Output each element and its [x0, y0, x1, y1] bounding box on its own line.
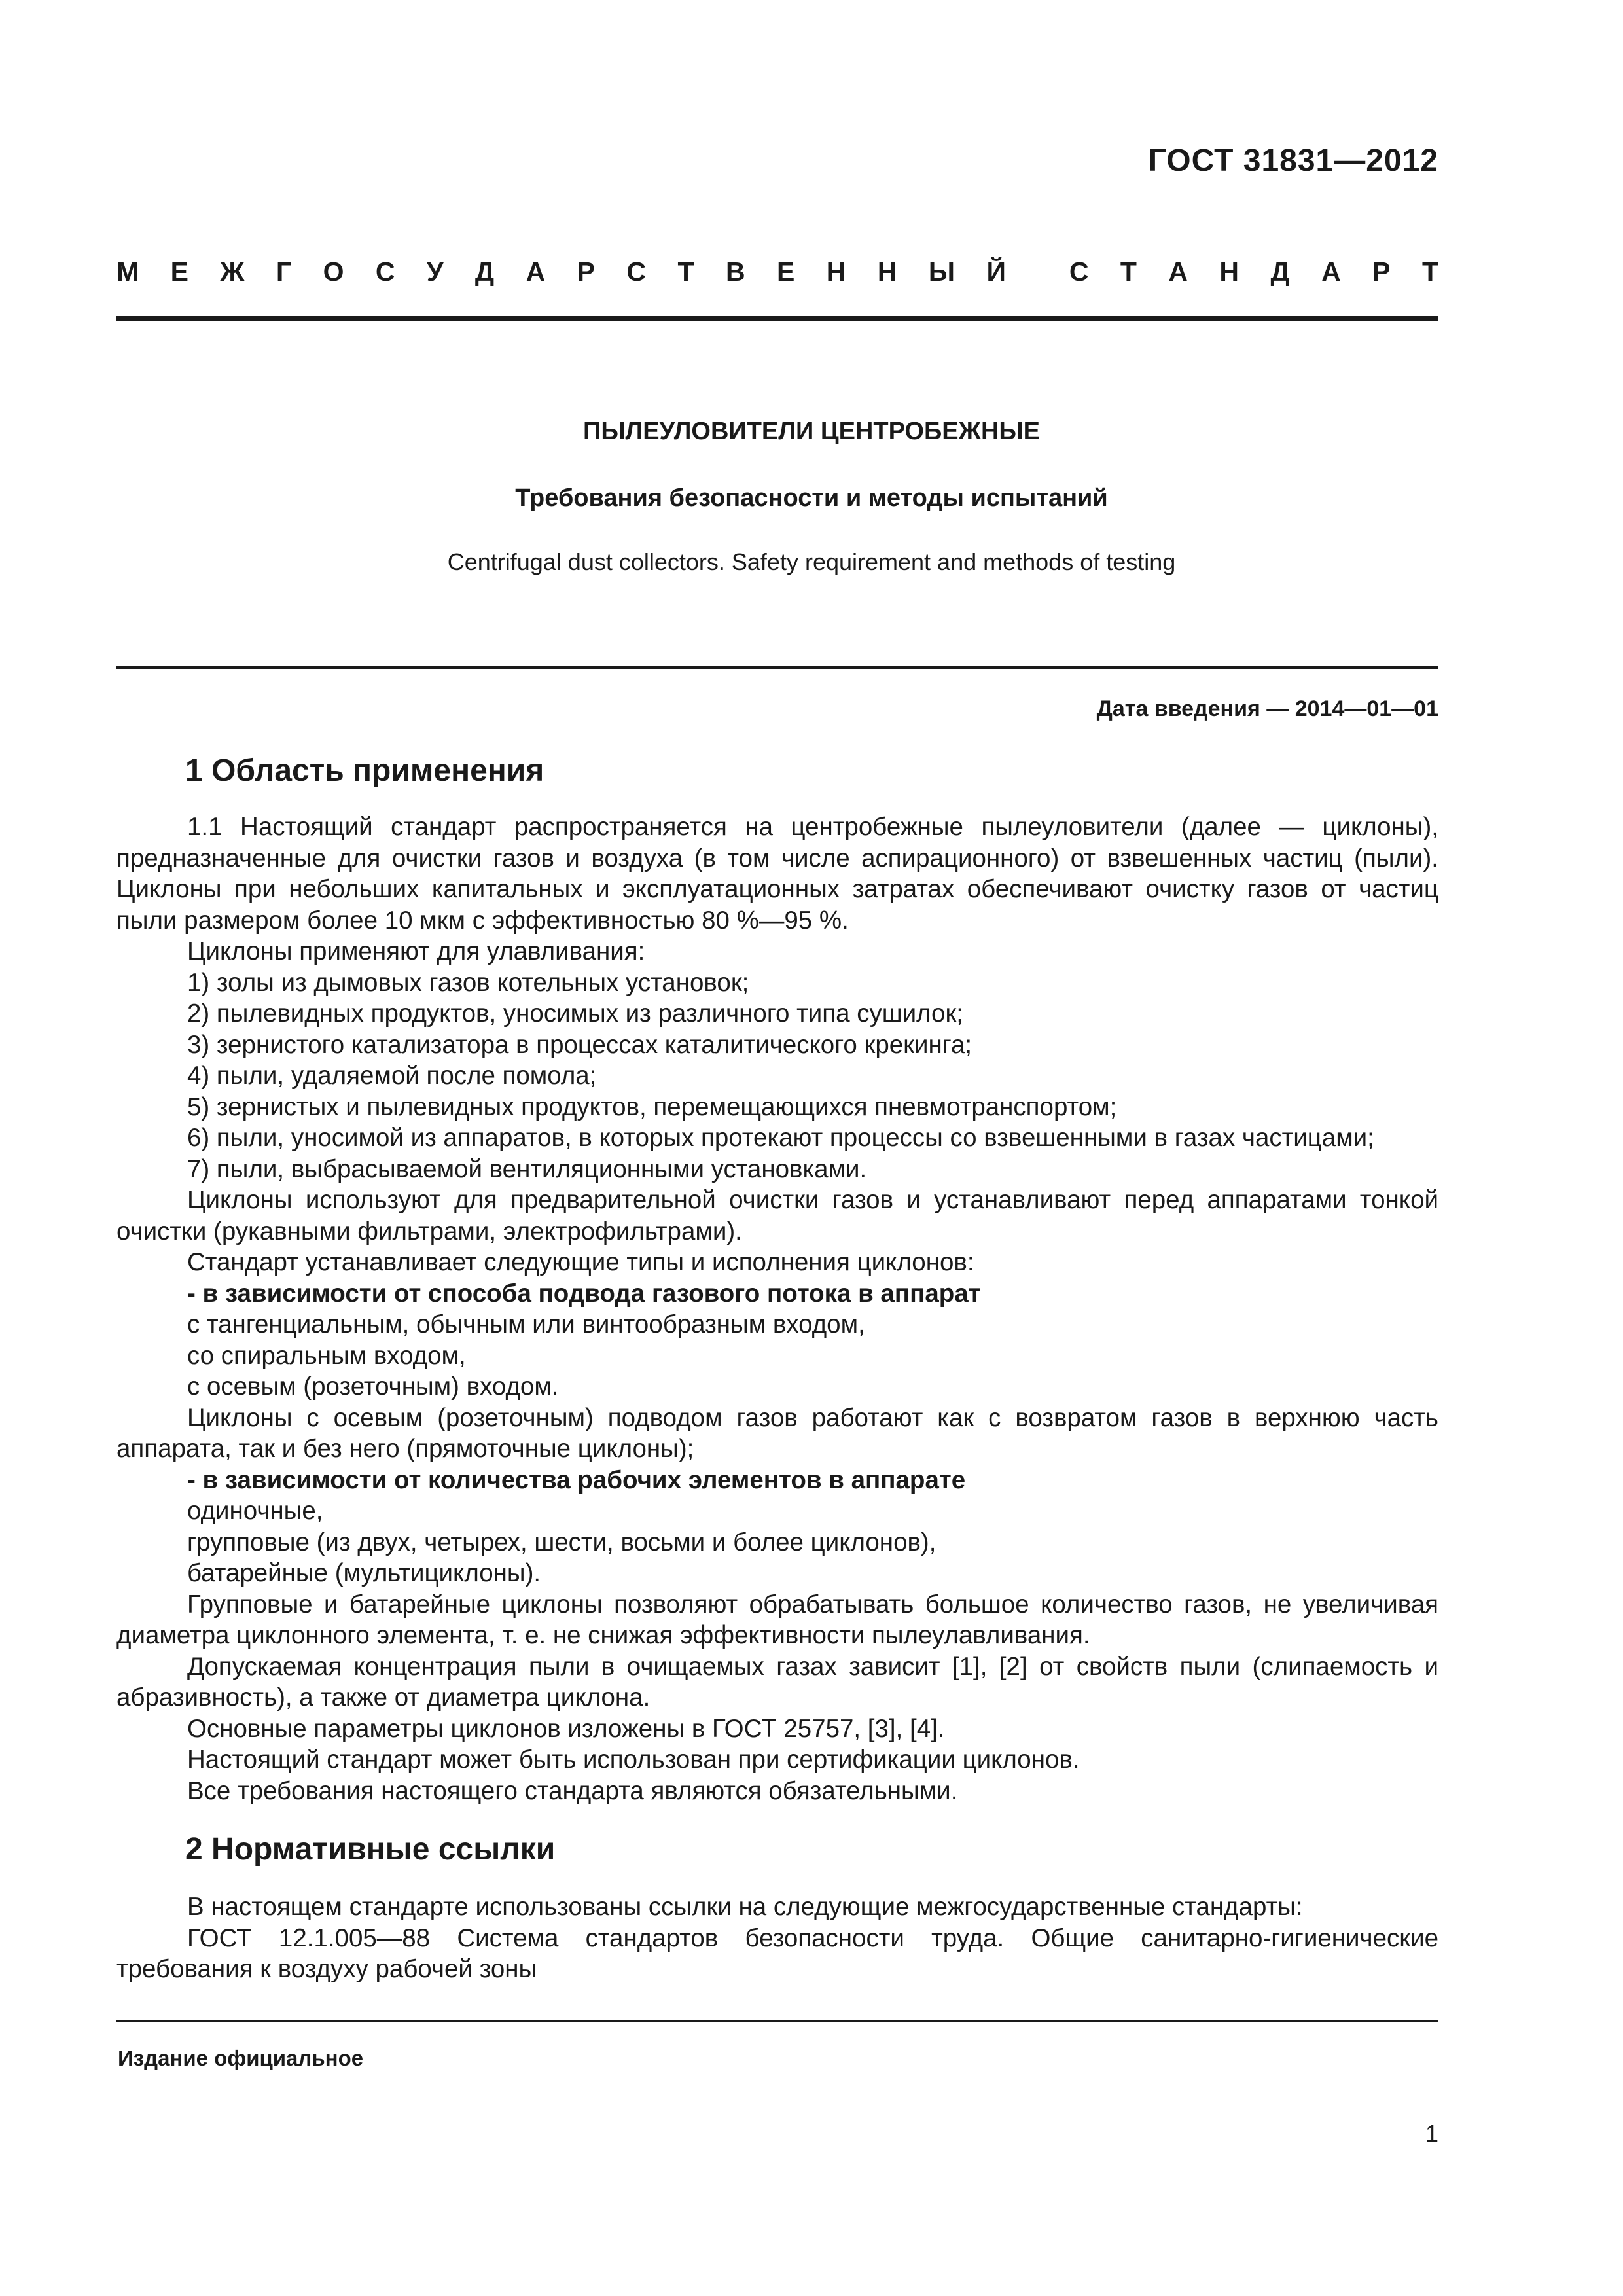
list-item: со спиральным входом, [187, 1341, 466, 1370]
list-item: одиночные, [187, 1497, 323, 1525]
list-item: батарейные (мультициклоны). [187, 1559, 541, 1587]
paragraph: Циклоны применяют для улавливания: [187, 937, 645, 965]
section-1-body [116, 812, 1438, 1806]
list-item: с тангенциальным, обычным или винтообразным входом, [187, 1310, 865, 1338]
paragraph: В настоящем стандарте использованы ссылки на следующие межгосударственные стандарты: [187, 1893, 1303, 1921]
list-item: с осевым (розеточным) входом. [187, 1372, 559, 1401]
list-item: групповые (из двух, четырех, шести, восьми и более циклонов), [187, 1528, 936, 1556]
paragraph: Все требования настоящего стандарта являются обязательными. [187, 1776, 958, 1805]
footer-divider [116, 2020, 1438, 2022]
paragraph: Настоящий стандарт может быть использован при сертификации циклонов. [187, 1746, 1080, 1774]
document-number: ГОСТ 31831—2012 [1148, 143, 1438, 178]
list-item: 4) пыли, удаляемой после помола; [187, 1062, 597, 1090]
section-2-body [116, 1892, 1438, 1985]
classification-heading: - в зависимости от количества рабочих элементов в аппарате [187, 1465, 966, 1494]
paragraph: Допускаемая концентрация пыли в очищаемых газах зависит [1], [2] от свойств пыли (слипаемость и абразивность), а также от диаметра циклона. [116, 1652, 1438, 1712]
paragraph: Циклоны с осевым (розеточным) подводом газов работают как с возвратом газов в верхнюю часть аппарата, так и без него (прямоточные циклоны); [116, 1403, 1438, 1463]
standard-type-heading: М Е Ж Г О С У Д А Р С Т В Е Н Н Ы Й С Т А Н Д А Р Т [116, 257, 1438, 287]
section-2-heading: 2 Нормативные ссылки [185, 1832, 556, 1867]
list-item: 5) зернистых и пылевидных продуктов, перемещающихся пневмотранспортом; [187, 1092, 1117, 1121]
introduction-date: Дата введения — 2014—01—01 [1096, 696, 1438, 721]
document-subtitle: Требования безопасности и методы испытаний [515, 484, 1108, 512]
official-edition-label: Издание официальное [118, 2046, 364, 2070]
list-item: 7) пыли, выбрасываемой вентиляционными установками. [187, 1155, 867, 1183]
top-divider [116, 316, 1438, 321]
paragraph: Циклоны используют для предварительной очистки газов и устанавливают перед аппаратами тонкой очистки (рукавными фильтрами, электрофильтрами). [116, 1186, 1438, 1246]
section-1-heading: 1 Область применения [185, 753, 544, 788]
paragraph: ГОСТ 12.1.005—88 Система стандартов безопасности труда. Общие санитарно-гигиенические требования к воздуху рабочей зоны [116, 1924, 1438, 1983]
paragraph: 1.1 Настоящий стандарт распространяется на центробежные пылеуловители (далее — циклоны), предназначенные для очистки газов и воздуха (в том числе аспирационного) от взвешенных частиц (пыли). Циклоны при небольших капитальных и эксплуатационных затратах обеспечивают очистку газов от частиц пыли размером более 10 мкм с эффективностью 80 %—95 %. [116, 813, 1438, 935]
list-item: 3) зернистого катализатора в процессах каталитического крекинга; [187, 1030, 972, 1059]
classification-heading: - в зависимости от способа подвода газового потока в аппарат [187, 1279, 981, 1308]
paragraph: Стандарт устанавливает следующие типы и исполнения циклонов: [187, 1248, 974, 1276]
page-number: 1 [1425, 2120, 1438, 2147]
paragraph: Групповые и батарейные циклоны позволяют обрабатывать большое количество газов, не увеличивая диаметра циклонного элемента, т. е. не снижая эффективности пылеулавливания. [116, 1590, 1438, 1649]
paragraph: Основные параметры циклонов изложены в ГОСТ 25757, [3], [4]. [187, 1714, 945, 1743]
list-item: 1) золы из дымовых газов котельных установок; [187, 968, 749, 997]
document-title: ПЫЛЕУЛОВИТЕЛИ ЦЕНТРОБЕЖНЫЕ [583, 418, 1040, 445]
english-title: Centrifugal dust collectors. Safety requirement and methods of testing [447, 548, 1176, 575]
title-divider [116, 666, 1438, 669]
list-item: 6) пыли, уносимой из аппаратов, в которых протекают процессы со взвешенными в газах частицами; [187, 1124, 1374, 1152]
list-item: 2) пылевидных продуктов, уносимых из различного типа сушилок; [187, 999, 963, 1028]
